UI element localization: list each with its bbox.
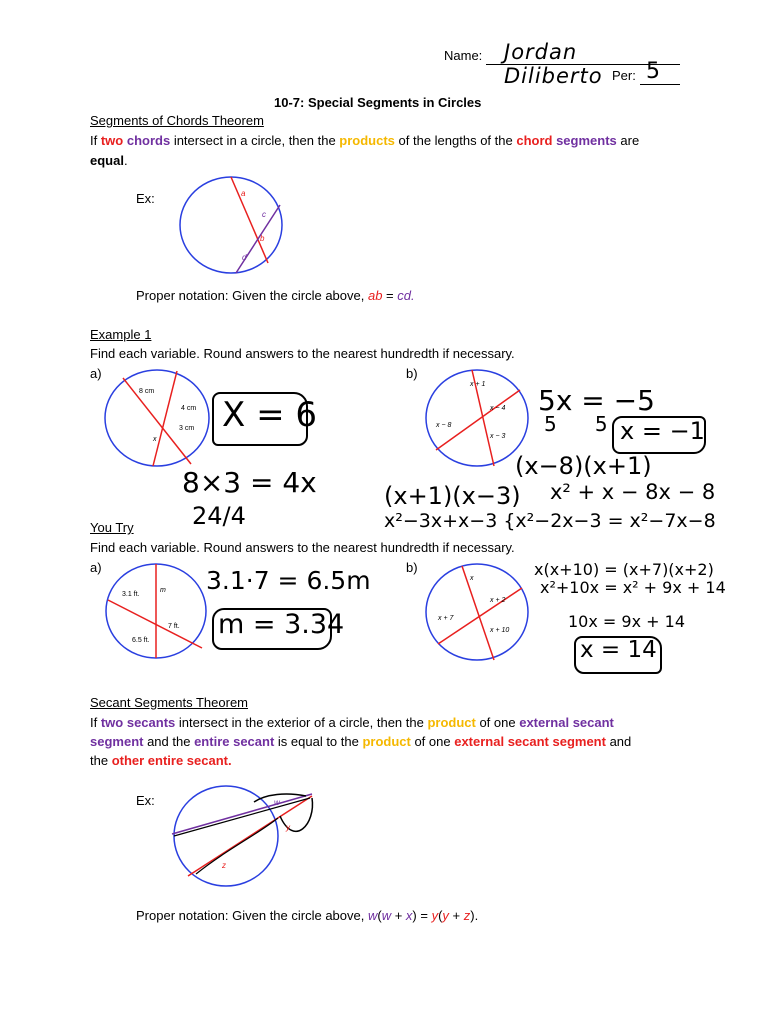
text-span: segments [552, 133, 617, 148]
hw-work-yb2: x²+10x = x² + 9x + 14 [540, 578, 726, 597]
fig-label-x: x [470, 575, 474, 582]
text-span: segment [90, 734, 144, 749]
chords-theorem-heading: Segments of Chords Theorem [90, 113, 264, 128]
example1-instructions: Find each variable. Round answers to the nearest hundredth if necessary. [90, 346, 515, 361]
text-span: of one [475, 715, 520, 730]
text-span: products [339, 133, 395, 148]
hw-work-b4: (x+1)(x−3) [384, 482, 521, 510]
chord-purple [236, 205, 280, 273]
text-span: ab [367, 288, 383, 303]
text-span: and the [143, 734, 195, 749]
per-label: Per: [612, 68, 636, 83]
text-span: Proper notation: Given the circle above, [136, 908, 368, 923]
chords-theorem-statement-cont [90, 153, 128, 168]
hw-work-a2: 24/4 [192, 502, 246, 530]
text-span: = [382, 288, 398, 303]
text-span: product [427, 715, 476, 730]
fig-label-x-plus-1: x + 1 [470, 381, 486, 388]
text-span: of one [410, 734, 455, 749]
text-span: y [431, 908, 439, 923]
fig-label-7ft: 7 ft. [168, 623, 180, 630]
hw-work-b2: 5 5 [544, 412, 608, 436]
text-span: z [463, 908, 471, 923]
fig-label-a: a [241, 189, 246, 198]
text-span: equal [90, 153, 124, 168]
circle-outline [174, 786, 278, 886]
fig-label-x-minus-8: x − 8 [436, 422, 452, 429]
text-span: external secant segment [454, 734, 606, 749]
text-span: ( [377, 908, 382, 923]
per-underline [640, 84, 680, 85]
fig-label-8cm: 8 cm [139, 388, 155, 395]
fig-label-x-plus-2: x + 2 [490, 597, 506, 604]
text-span: are [616, 133, 640, 148]
fig-label-x: x [153, 436, 157, 443]
hw-answer-yb: x = 14 [580, 637, 657, 663]
example1-heading: Example 1 [90, 327, 152, 342]
text-span: x [405, 908, 413, 923]
text-span: is equal to the [274, 734, 363, 749]
text-span: If [90, 715, 101, 730]
hw-work-b3: (x−8)(x+1) [515, 452, 652, 480]
secant-notation [136, 908, 478, 923]
hw-work-yb3: 10x = 9x + 14 [568, 612, 685, 631]
fig-label-y: y [286, 823, 290, 832]
chords-notation [136, 288, 415, 303]
fig-label-w: w [274, 798, 280, 807]
text-span: and [605, 734, 632, 749]
secant-1 [172, 794, 312, 834]
text-span: ( [438, 908, 443, 923]
text-span: chords [123, 133, 171, 148]
text-span: two secants [100, 715, 176, 730]
fig-label-c: c [262, 210, 266, 219]
fig-label-6-5ft: 6.5 ft. [132, 637, 150, 644]
text-span: entire secant [194, 734, 275, 749]
chord-2 [108, 600, 202, 648]
text-span: chord [516, 133, 553, 148]
example1-b-label: b) [406, 366, 418, 381]
text-span: other entire secant. [111, 753, 232, 768]
text-span: external secant [519, 715, 614, 730]
fig-label-x-minus-4: x − 4 [490, 405, 506, 412]
text-span: + [391, 908, 406, 923]
fig-label-b: b [260, 234, 265, 243]
you-try-b-label: b) [406, 560, 418, 575]
fig-label-x-plus-7: x + 7 [438, 615, 454, 622]
hw-work-b6: x²−3x+x−3 {x²−2x−3 = x²−7x−8 [384, 510, 716, 532]
text-span: Proper notation: Given the circle above, [136, 288, 368, 303]
secant-2 [188, 796, 312, 876]
chord-1 [462, 566, 494, 660]
text-span: w [381, 908, 392, 923]
hw-work-ya: 3.1·7 = 6.5m [206, 566, 371, 595]
fig-label-x-plus-10: x + 10 [490, 627, 510, 634]
hw-answer-ya: m = 3.34 [218, 609, 345, 640]
hw-work-a1: 8×3 = 4x [182, 466, 317, 499]
fig-label-z: z [222, 861, 226, 870]
name-value: Jordan Diliberto [504, 40, 603, 88]
secant-statement-1 [90, 715, 614, 730]
fig-label-x-minus-3: x − 3 [490, 433, 506, 440]
fig-label-4cm: 4 cm [181, 405, 197, 412]
fig-label-3cm: 3 cm [179, 425, 195, 432]
you-try-a-figure [104, 562, 208, 660]
fig-label-m: m [160, 587, 166, 594]
you-try-b-figure [424, 562, 530, 662]
secant-example-figure [166, 784, 322, 892]
hw-work-yb1: x(x+10) = (x+7)(x+2) [534, 560, 714, 579]
hw-answer-a: X = 6 [222, 395, 318, 435]
you-try-a-label: a) [90, 560, 102, 575]
secant-theorem-heading: Secant Segments Theorem [90, 695, 249, 710]
per-value: 5 [646, 59, 660, 84]
text-span: If [90, 133, 101, 148]
secant-statement-3 [90, 753, 232, 768]
text-span: + [448, 908, 464, 923]
text-span: cd. [397, 288, 415, 303]
chords-ex-label: Ex: [136, 191, 155, 206]
fig-label-d: d [242, 253, 247, 262]
text-span: ). [470, 908, 479, 923]
text-span: intersect in a circle, then the [170, 133, 340, 148]
hw-work-b1: 5x = −5 [538, 384, 655, 417]
page-title: 10-7: Special Segments in Circles [274, 95, 482, 110]
hw-arc-2 [280, 798, 312, 831]
text-span: . [123, 153, 128, 168]
text-span: w [367, 908, 378, 923]
name-label: Name: [444, 48, 483, 63]
you-try-heading: You Try [90, 520, 134, 535]
fig-label-3-1ft: 3.1 ft. [122, 591, 140, 598]
example1-a-label: a) [90, 366, 102, 381]
chords-theorem-statement [90, 133, 639, 148]
text-span: the [90, 753, 112, 768]
text-span: of the lengths of the [394, 133, 517, 148]
hw-answer-b: x = −1 [620, 417, 705, 445]
period-field [612, 59, 680, 88]
hw-work-b5: x² + x − 8x − 8 [550, 480, 716, 504]
text-span: intersect in the exterior of a circle, then the [175, 715, 428, 730]
secant-statement-2 [90, 734, 631, 749]
text-span: y [442, 908, 449, 923]
chords-example-figure [178, 175, 290, 275]
secant-ex-label: Ex: [136, 793, 155, 808]
text-span: two [100, 133, 124, 148]
chord-1 [153, 371, 177, 466]
text-span: product [362, 734, 411, 749]
example1-a-figure [103, 368, 211, 468]
you-try-instructions: Find each variable. Round answers to the nearest hundredth if necessary. [90, 540, 515, 555]
text-span: ) = [412, 908, 432, 923]
chord-red [231, 177, 268, 263]
